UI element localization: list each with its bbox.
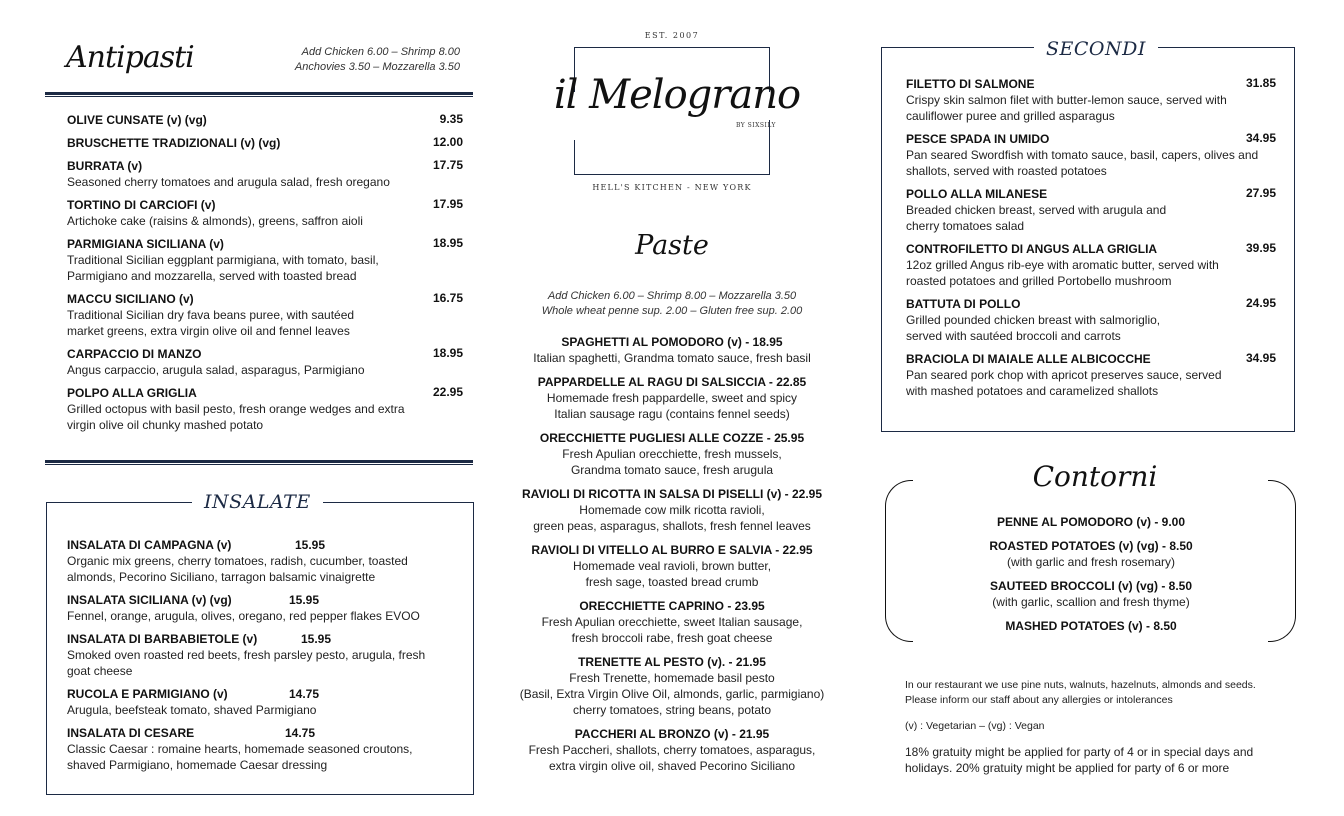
item-description: Pan seared pork chop with apricot preserves sauce, served with mashed potatoes and caramelized shallots [906,368,1222,398]
item-description: Traditional Sicilian eggplant parmigiana, with tomato, basil, Parmigiano and mozzarella, served with toasted bread [67,253,379,283]
menu-item [930,538,1252,570]
item-name: BRACIOLA DI MAIALE ALLE ALBICOCCHE [906,352,1151,366]
item-price: 39.95 [1245,241,1276,255]
item-name: SPAGHETTI AL POMODORO (v) - 18.95 [561,335,783,349]
item-price: 34.95 [1245,131,1276,145]
antipasti-addons-line2: Anchovies 3.50 – Mozzarella 3.50 [294,61,460,73]
item-description: Fresh Trenette, homemade basil pesto [569,671,775,685]
menu-item [505,334,839,366]
menu-item [505,486,839,534]
item-name [67,725,447,741]
item-description: Homemade fresh pappardelle, sweet and spicy [546,391,798,405]
contorni-list [930,514,1252,642]
menu-item [67,346,463,378]
paste-addons-line1: Add Chicken 6.00 – Shrimp 8.00 – Mozzarella 3.50 [547,290,797,302]
left-bracket [885,480,913,642]
item-description: Traditional Sicilian dry fava beans puree, with sautéed market greens, extra virgin olive oil and fennel leaves [67,308,355,338]
menu-item [906,296,1276,344]
item-name: TORTINO DI CARCIOFI (v) [67,198,216,212]
item-name: BRUSCHETTE TRADIZIONALI (v) (vg) [67,136,281,150]
item-description: Fresh Paccheri, shallots, cherry tomatoes, asparagus, [528,743,816,757]
item-description: fresh sage, toasted bread crumb [585,575,759,589]
item-description: Breaded chicken breast, served with arugula and cherry tomatoes salad [906,203,1167,233]
item-price: 27.95 [1245,186,1276,200]
item-name [67,592,447,608]
menu-item [67,537,447,585]
item-name [67,686,447,702]
item-name: POLLO ALLA MILANESE [906,187,1048,201]
allergy-note: In our restaurant we use pine nuts, walnuts, hazelnuts, almonds and seeds. Please inform our staff about any allergies or intolerances [905,679,1256,706]
item-name: BATTUTA DI POLLO [906,297,1021,311]
menu-item [906,131,1276,179]
item-name: PAPPARDELLE AL RAGU DI SALSICCIA - 22.85 [537,375,807,389]
item-description: Pan seared Swordfish with tomato sauce, basil, capers, olives and shallots, served with roasted potatoes [906,148,1259,178]
menu-item [67,197,463,229]
item-name: SAUTEED BROCCOLI (v) (vg) - 8.50 [989,579,1193,593]
item-name: PENNE AL POMODORO (v) - 9.00 [996,515,1186,529]
item-title: INSALATA SICILIANA (v) (vg) [67,593,232,607]
item-description: (Basil, Extra Virgin Olive Oil, almonds, garlic, parmigiano) [519,687,825,701]
antipasti-title: Antipasti [66,40,194,75]
menu-item [67,291,463,339]
menu-item [906,241,1276,289]
antipasti-top-rule [45,92,473,97]
contorni-title: Contorni [1032,460,1158,493]
item-price: 9.35 [439,112,463,126]
menu-item [505,598,839,646]
item-name: POLPO ALLA GRIGLIA [67,386,197,400]
menu-item [505,374,839,422]
right-bracket [1268,480,1296,642]
antipasti-list [67,112,463,440]
menu-item [906,76,1276,124]
item-price: 31.85 [1245,76,1276,90]
item-description: Seasoned cherry tomatoes and arugula salad, fresh oregano [67,175,390,189]
menu-item [906,351,1276,399]
item-name: BURRATA (v) [67,159,143,173]
item-name: ORECCHIETTE CAPRINO - 23.95 [579,599,765,613]
menu-item [930,514,1252,530]
item-price: 14.75 [289,687,320,701]
menu-notes [905,678,1279,776]
menu-item [67,592,447,624]
item-description: Fresh Apulian orecchiette, sweet Italian sausage, [541,615,803,629]
menu-item [67,686,447,718]
item-description: Organic mix greens, cherry tomatoes, radish, cucumber, toasted almonds, Pecorino Siciliano, tarragon balsamic vinaigrette [67,554,408,584]
insalate-title: INSALATE [192,491,323,513]
item-description: Crispy skin salmon filet with butter-lemon sauce, served with cauliflower puree and grilled asparagus [906,93,1227,123]
paste-addons-line2: Whole wheat penne sup. 2.00 – Gluten free sup. 2.00 [541,305,803,317]
item-description: Grilled pounded chicken breast with salmoriglio, served with sautéed broccoli and carrots [906,313,1161,343]
paste-list [505,334,839,782]
item-price: 12.00 [432,135,463,149]
item-name: PESCE SPADA IN UMIDO [906,132,1050,146]
menu-item [67,112,463,128]
logo-by-line: BY SIXSILY [736,122,776,129]
item-name [67,631,447,647]
menu-item [906,186,1276,234]
item-description: extra virgin olive oil, shaved Pecorino Siciliano [548,759,796,773]
item-price: 17.95 [432,197,463,211]
secondi-list [906,76,1276,406]
item-description: Fennel, orange, arugula, olives, oregano, red pepper flakes EVOO [67,609,420,623]
item-description: Italian spaghetti, Grandma tomato sauce, fresh basil [533,351,811,365]
item-price: 18.95 [432,346,463,360]
item-name: PACCHERI AL BRONZO (v) - 21.95 [574,727,770,741]
antipasti-addons [260,45,460,75]
secondi-title: SECONDI [1034,38,1158,60]
item-price: 24.95 [1245,296,1276,310]
logo-subtitle: HELL'S KITCHEN - NEW YORK [592,183,752,192]
diet-legend: (v) : Vegetarian – (vg) : Vegan [905,720,1045,732]
logo-established: EST. 2007 [644,31,700,40]
item-name: MASHED POTATOES (v) - 8.50 [1005,619,1177,633]
menu-item [67,236,463,284]
antipasti-bottom-rule [45,460,473,465]
item-price: 22.95 [432,385,463,399]
item-description: Italian sausage ragu (contains fennel seeds) [554,407,790,421]
item-name: PARMIGIANA SICILIANA (v) [67,237,224,251]
item-price: 14.75 [285,726,316,740]
item-name: FILETTO DI SALMONE [906,77,1035,91]
item-name: RAVIOLI DI VITELLO AL BURRO E SALVIA - 22.95 [531,543,813,557]
item-price: 15.95 [295,538,326,552]
item-description: Angus carpaccio, arugula salad, asparagus, Parmigiano [67,363,365,377]
item-name: RAVIOLI DI RICOTTA IN SALSA DI PISELLI (v) - 22.95 [521,487,823,501]
item-name: TRENETTE AL PESTO (v). - 21.95 [578,655,766,669]
item-description: Homemade cow milk ricotta ravioli, [579,503,765,517]
item-description: Arugula, beefsteak tomato, shaved Parmigiano [67,703,317,717]
menu-item [67,631,447,679]
menu-item [505,726,839,774]
menu-item [930,578,1252,610]
item-name: MACCU SICILIANO (v) [67,292,194,306]
item-price: 34.95 [1245,351,1276,365]
paste-addons [510,289,834,319]
item-name [67,537,447,553]
item-title: INSALATA DI BARBABIETOLE (v) [67,632,258,646]
item-name: CARPACCIO DI MANZO [67,347,202,361]
item-description: (with garlic, scallion and fresh thyme) [992,595,1190,609]
menu-item [67,135,463,151]
menu-item [930,618,1252,634]
item-price: 15.95 [301,632,332,646]
restaurant-logo-name: il Melograno [553,72,801,118]
item-price: 15.95 [289,593,320,607]
menu-item [67,158,463,190]
menu-item [505,542,839,590]
item-description: Fresh Apulian orecchiette, fresh mussels, [562,447,782,461]
item-title: RUCOLA E PARMIGIANO (v) [67,687,228,701]
item-name: ORECCHIETTE PUGLIESI ALLE COZZE - 25.95 [539,431,805,445]
item-description: cherry tomatoes, string beans, potato [572,703,772,717]
menu-item [67,385,463,433]
item-price: 18.95 [432,236,463,250]
item-description: Grilled octopus with basil pesto, fresh orange wedges and extra virgin olive oil chunky mashed potato [67,402,405,432]
menu-item [67,725,447,773]
gratuity-note: 18% gratuity might be applied for party of 4 or in special days and holidays. 20% gratuity might be applied for party of 6 or more [905,745,1254,775]
item-name: ROASTED POTATOES (v) (vg) - 8.50 [989,539,1193,553]
paste-title: Paste [635,230,709,261]
item-name: CONTROFILETTO DI ANGUS ALLA GRIGLIA [906,242,1158,256]
item-description: 12oz grilled Angus rib-eye with aromatic butter, served with roasted potatoes and grilled Portobello mushroom [906,258,1219,288]
item-description: (with garlic and fresh rosemary) [1006,555,1176,569]
item-description: Classic Caesar : romaine hearts, homemade seasoned croutons, shaved Parmigiano, homemade Caesar dressing [67,742,413,772]
item-description: Artichoke cake (raisins & almonds), greens, saffron aioli [67,214,363,228]
item-description: Smoked oven roasted red beets, fresh parsley pesto, arugula, fresh goat cheese [67,648,426,678]
item-description: Grandma tomato sauce, fresh arugula [570,463,774,477]
item-price: 17.75 [432,158,463,172]
antipasti-addons-line1: Add Chicken 6.00 – Shrimp 8.00 [301,46,460,58]
menu-item [505,430,839,478]
item-description: fresh broccoli rabe, fresh goat cheese [571,631,773,645]
item-description: Homemade veal ravioli, brown butter, [572,559,772,573]
menu-item [505,654,839,718]
item-description: green peas, asparagus, shallots, fresh fennel leaves [533,519,811,533]
item-price: 16.75 [432,291,463,305]
item-title: INSALATA DI CAMPAGNA (v) [67,538,232,552]
item-name: OLIVE CUNSATE (v) (vg) [67,113,207,127]
item-title: INSALATA DI CESARE [67,726,195,740]
insalate-list [67,537,447,780]
